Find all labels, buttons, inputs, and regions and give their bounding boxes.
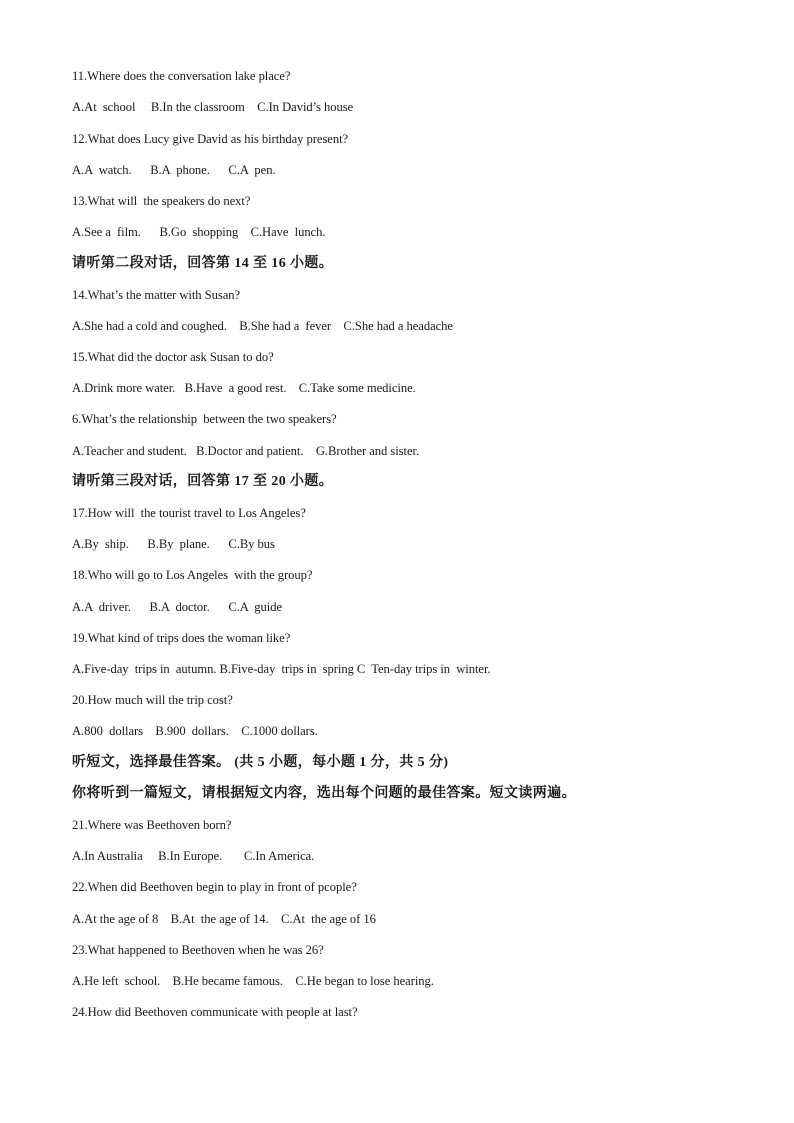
answers-16: A.Teacher and student. B.Doctor and patient. G.Brother and sister. xyxy=(72,444,420,458)
answers-14: A.She had a cold and coughed. B.She had a fever C.She had a headache xyxy=(72,319,453,333)
section-heading-dialogue-3: 请听第三段对话，回答第 17 至 20 小题。 xyxy=(72,474,334,489)
question-20: 20.How much will the trip cost? xyxy=(72,693,233,707)
answers-22: A.At the age of 8 B.At the age of 14. C.At the age of 16 xyxy=(72,912,376,926)
question-21: 21.Where was Beethoven born? xyxy=(72,818,232,832)
question-17: 17.How will the tourist travel to Los Angeles? xyxy=(72,506,306,520)
question-15: 15.What did the doctor ask Susan to do? xyxy=(72,350,274,364)
question-23: 23.What happened to Beethoven when he was 26? xyxy=(72,943,324,957)
section-heading-dialogue-2: 请听第二段对话，回答第 14 至 16 小题。 xyxy=(72,256,334,271)
question-19: 19.What kind of trips does the woman like? xyxy=(72,631,291,645)
answers-13: A.See a film. B.Go shopping C.Have lunch. xyxy=(72,225,326,239)
question-12: 12.What does Lucy give David as his birthday present? xyxy=(72,132,349,146)
question-24: 24.How did Beethoven communicate with people at last? xyxy=(72,1005,358,1019)
answers-23: A.He left school. B.He became famous. C.He began to lose hearing. xyxy=(72,974,434,988)
answers-19: A.Five-day trips in autumn. B.Five-day trips in spring C Ten-day trips in winter. xyxy=(72,662,491,676)
answers-15: A.Drink more water. B.Have a good rest. C.Take some medicine. xyxy=(72,381,416,395)
answers-12: A.A watch. B.A phone. C.A pen. xyxy=(72,163,276,177)
answers-17: A.By ship. B.By plane. C.By bus xyxy=(72,537,275,551)
question-11: 11.Where does the conversation lake place? xyxy=(72,69,291,83)
answers-18: A.A driver. B.A doctor. C.A guide xyxy=(72,600,283,614)
section-heading-passage: 听短文，选择最佳答案。 (共 5 小题，每小题 1 分，共 5 分) xyxy=(72,755,449,770)
passage-instructions: 你将听到一篇短文，请根据短文内容，选出每个问题的最佳答案。短文读两遍。 xyxy=(72,786,576,801)
question-13: 13.What will the speakers do next? xyxy=(72,194,251,208)
answers-11: A.At school B.In the classroom C.In David’s house xyxy=(72,100,354,114)
answers-21: A.In Australia B.In Europe. C.In America. xyxy=(72,849,315,863)
answers-20: A.800 dollars B.900 dollars. C.1000 dollars. xyxy=(72,724,318,738)
question-14: 14.What’s the matter with Susan? xyxy=(72,288,241,302)
question-16: 6.What’s the relationship between the two speakers? xyxy=(72,412,337,426)
question-18: 18.Who will go to Los Angeles with the group? xyxy=(72,568,313,582)
question-22: 22.When did Beethoven begin to play in front of pcople? xyxy=(72,880,357,894)
